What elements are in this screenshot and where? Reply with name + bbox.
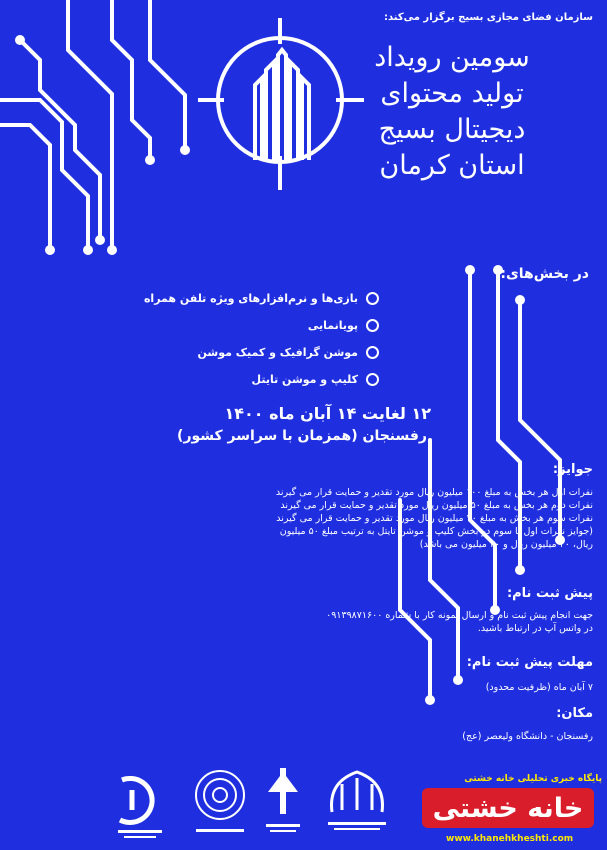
section-item-label: بازی‌ها و نرم‌افزارهای ویژه تلفن همراه: [143, 292, 358, 305]
prize-line: نفرات سوم هر بخش به مبلغ ۳۰ میلیون ریال مورد تقدیر و حمایت قرار می گیرند: [276, 513, 593, 524]
deadline-heading: مهلت پیش ثبت نام:: [466, 655, 593, 670]
organizer-intro: سازمان فضای مجازی بسیج برگزار می‌کند:: [383, 12, 593, 23]
prize-line: ریال، ۳۰ میلیون ریال و ۲۰ میلیون می باشد): [419, 539, 593, 550]
bullet-circle-icon: [366, 292, 379, 305]
prize-line: (جوایز نفرات اول تا سوم در بخش کلیپ و موشن تایتل به ترتیب مبلغ ۵۰ میلیون: [279, 526, 593, 537]
prize-line: نفرات دوم هر بخش به مبلغ ۵۰ میلیون ریال مورد تقدیر و حمایت قرار می گیرند: [280, 500, 593, 511]
prize-line: نفرات اول هر بخش به مبلغ ۱۰۰ میلیون ریال مورد تقدیر و حمایت قرار می گیرند: [275, 487, 593, 498]
event-place: رفسنجان (همزمان با سراسر کشور): [177, 428, 427, 444]
event-title-line: سومین رویداد: [374, 42, 530, 73]
watermark: [404, 774, 604, 850]
section-item: [252, 373, 379, 386]
corps-emblem-logo-icon: [318, 762, 396, 842]
watermark-tagline: پایگاه خبری تحلیلی خانه خشتی: [464, 774, 602, 784]
location-heading: مکان:: [556, 706, 593, 721]
university-logo-icon: [190, 767, 250, 842]
watermark-url: www.khanehkheshti.com: [446, 834, 574, 844]
prizes-text: [276, 486, 593, 551]
cyber-space-org-logo-icon: [110, 772, 170, 842]
prizes-heading: جوایز:: [552, 462, 593, 477]
preregister-heading: پیش ثبت نام:: [506, 586, 593, 601]
watermark-logo: خانه خشتی: [422, 788, 594, 828]
preregister-line: جهت انجام پیش ثبت نام و ارسال نمونه کار با شماره ۰۹۱۳۹۸۷۱۶۰۰: [326, 610, 593, 621]
sections-heading: در بخش‌های:: [500, 266, 589, 282]
location-text: رفسنجان - دانشگاه ولیعصر (عج): [462, 731, 593, 742]
preregister-line: در واتس آپ در ارتباط باشید.: [477, 623, 593, 634]
event-title-line: دیجیتال بسیج: [378, 114, 526, 145]
basij-emblem-logo-icon: [258, 762, 308, 842]
section-item: [144, 292, 379, 305]
section-item: [308, 319, 379, 332]
preregister-text: [326, 609, 593, 635]
event-title-line: تولید محتوای: [380, 78, 524, 109]
deadline-text: ۷ آبان ماه (ظرفیت محدود): [485, 682, 593, 693]
event-title: [337, 40, 567, 184]
bullet-circle-icon: [366, 346, 379, 359]
section-item-label: موشن گرافیک و کمیک موشن: [197, 346, 358, 359]
event-title-line: استان کرمان: [379, 150, 525, 181]
event-date: ۱۲ لغایت ۱۴ آبان ماه ۱۴۰۰: [224, 404, 431, 423]
section-item: [198, 346, 380, 359]
bullet-circle-icon: [366, 373, 379, 386]
section-item-label: کلیپ و موشن تایتل: [251, 373, 358, 386]
bullet-circle-icon: [366, 319, 379, 332]
section-item-label: پویانمایی: [307, 319, 358, 332]
